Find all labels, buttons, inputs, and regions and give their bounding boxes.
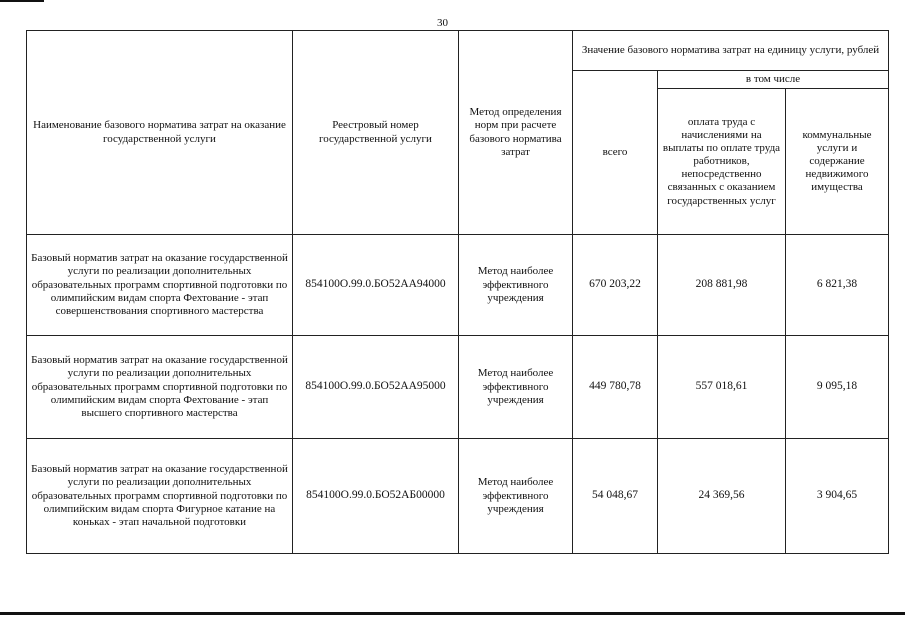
labor-cell: 24 369,56 (658, 439, 786, 554)
header-method: Метод определения норм при расчете базового норматива затрат (459, 31, 573, 235)
header-registry: Реестровый номер государственной услуги (293, 31, 459, 235)
registry-number-cell: 854100О.99.0.БО52АА94000 (293, 235, 459, 336)
table-row (27, 235, 889, 336)
method-cell: Метод наиболее эффективного учреждения (459, 336, 573, 439)
registry-number-cell: 854100О.99.0.БО52АБ00000 (293, 439, 459, 554)
method-cell: Метод наиболее эффективного учреждения (459, 439, 573, 554)
utilities-cell: 6 821,38 (786, 235, 889, 336)
norm-name-cell: Базовый норматив затрат на оказание государственной услуги по реализации дополнительных образовательных программ спортивной подготовки по олимпийским видам спорта Фехтование - этап совершенствования спортивного мастерства (27, 235, 293, 336)
registry-number-cell: 854100О.99.0.БО52АА95000 (293, 336, 459, 439)
header-value-group: Значение базового норматива затрат на единицу услуги, рублей (573, 31, 889, 71)
utilities-cell: 3 904,65 (786, 439, 889, 554)
total-cell: 54 048,67 (573, 439, 658, 554)
page-number: 30 (437, 17, 448, 29)
labor-cell: 208 881,98 (658, 235, 786, 336)
header-labor: оплата труда с начислениями на выплаты по оплате труда работников, непосредственно связанных с оказанием государственных услуг (658, 89, 786, 235)
method-cell: Метод наиболее эффективного учреждения (459, 235, 573, 336)
norm-name-cell: Базовый норматив затрат на оказание государственной услуги по реализации дополнительных образовательных программ спортивной подготовки по олимпийским видам спорта Фигурное катание на коньках - этап начальной подготовки (27, 439, 293, 554)
labor-cell: 557 018,61 (658, 336, 786, 439)
header-row-1 (27, 31, 889, 71)
total-cell: 449 780,78 (573, 336, 658, 439)
top-rule-mark (0, 0, 44, 2)
cost-norm-table (26, 30, 889, 554)
utilities-cell: 9 095,18 (786, 336, 889, 439)
header-including: в том числе (658, 71, 889, 89)
header-total: всего (573, 71, 658, 235)
table-row (27, 439, 889, 554)
table-row (27, 336, 889, 439)
header-utilities: коммунальные услуги и содержание недвижимого имущества (786, 89, 889, 235)
total-cell: 670 203,22 (573, 235, 658, 336)
bottom-rule (0, 612, 905, 615)
norm-name-cell: Базовый норматив затрат на оказание государственной услуги по реализации дополнительных образовательных программ спортивной подготовки по олимпийским видам спорта Фехтование - этап высшего спортивного мастерства (27, 336, 293, 439)
header-name: Наименование базового норматива затрат на оказание государственной услуги (27, 31, 293, 235)
